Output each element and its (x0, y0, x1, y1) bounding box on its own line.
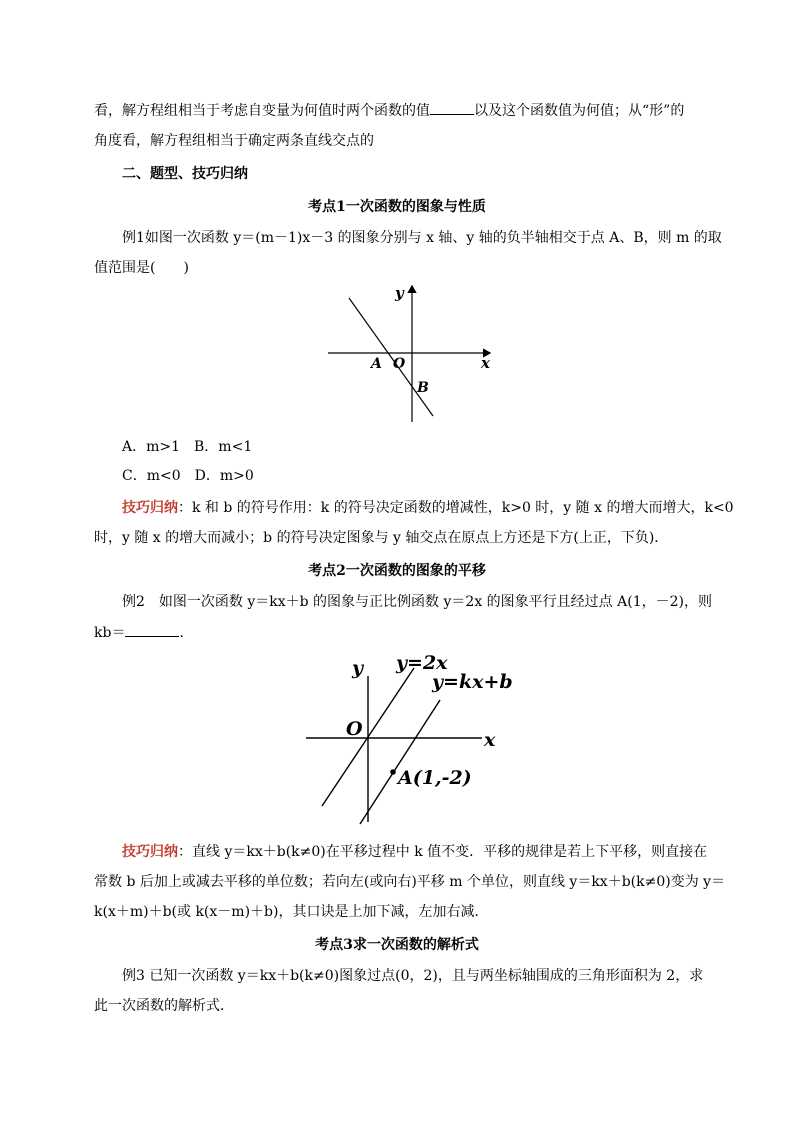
topic1-options-line-2: C．m<0 D．m>0 (122, 468, 254, 484)
topic3-example-line-1: 例3 已知一次函数 y＝kx＋b(k≠0)图象过点(0，2)，且与两坐标轴围成的三角形面积为 2，求 (122, 968, 704, 984)
topic2-tip-line-3: k(x＋m)＋b(或 k(x－m)＋b)，其口诀是上加下减，左加右减． (94, 904, 489, 920)
figure-2 (300, 648, 525, 828)
topic3-title: 考点3求一次函数的解析式 (315, 937, 479, 953)
origin-label: O (346, 718, 363, 740)
answer-blank-kb (125, 622, 179, 637)
tip-label: 技巧归纳 (122, 500, 178, 516)
topic2-title: 考点2一次函数的图象的平移 (308, 563, 486, 579)
topic1-example-line-2: 值范围是( ) (94, 260, 189, 276)
intro-line-2: 角度看，解方程组相当于确定两条直线交点的 (94, 133, 374, 149)
function-line (349, 298, 433, 416)
tip-text: ：直线 y＝kx＋b(k≠0)在平移过程中 k 值不变．平移的规律是若上下平移，则直接在 (178, 844, 708, 860)
topic1-options-line-1: A．m>1 B．m<1 (122, 439, 253, 455)
topic2-tip-line-1 (122, 842, 707, 862)
point-a-label: A (371, 356, 382, 372)
y-axis-label: y (395, 284, 404, 302)
y-axis-label: y (352, 657, 364, 679)
intro-line-1 (94, 100, 684, 121)
topic2-tip-line-2: 常数 b 后加上或减去平移的单位数；若向左(或向右)平移 m 个单位，则直线 y＝kx＋b(k≠0)变为 y＝ (94, 874, 726, 890)
x-axis-label: x (484, 729, 496, 751)
intro-text-a: 看，解方程组相当于考虑自变量为何值时两个函数的值 (94, 103, 430, 119)
x-axis-label: x (481, 354, 490, 372)
figure-1 (325, 280, 500, 425)
topic3-example-line-2: 此一次函数的解析式． (94, 998, 234, 1014)
point-b-label: B (417, 380, 429, 396)
answer-blank (430, 100, 474, 115)
line-y-kx-b (360, 700, 440, 824)
tip-text: ：k 和 b 的符号作用：k 的符号决定函数的增减性，k>0 时，y 随 x 的增大而增大，k<0 (178, 500, 734, 516)
topic1-tip-line-1 (122, 498, 734, 518)
origin-label: O (393, 356, 406, 372)
topic2-example-line-2 (94, 622, 193, 643)
point-a (390, 769, 396, 775)
intro-text-b: 以及这个函数值为何值；从“形”的 (474, 103, 685, 119)
line2-label: y=kx+b (432, 671, 513, 693)
topic2-example-line-1: 例2 如图一次函数 y＝kx＋b 的图象与正比例函数 y＝2x 的图象平行且经过点 A(1，－2)，则 (122, 594, 712, 610)
period: ． (179, 625, 194, 641)
tip-label: 技巧归纳 (122, 844, 178, 860)
line1-label: y=2x (396, 652, 448, 674)
topic1-example-line-1: 例1如图一次函数 y＝(m－1)x－3 的图象分别与 x 轴、y 轴的负半轴相交于点 A、B，则 m 的取 (122, 230, 722, 246)
section-heading: 二、题型、技巧归纳 (122, 166, 248, 182)
kb-text: kb＝ (94, 625, 126, 641)
topic1-title: 考点1一次函数的图象与性质 (308, 199, 486, 215)
topic1-tip-line-2: 时，y 随 x 的增大而减小；b 的符号决定图象与 y 轴交点在原点上方还是下方(上正，下负)． (94, 530, 669, 546)
point-a-label: A(1,-2) (398, 767, 472, 789)
